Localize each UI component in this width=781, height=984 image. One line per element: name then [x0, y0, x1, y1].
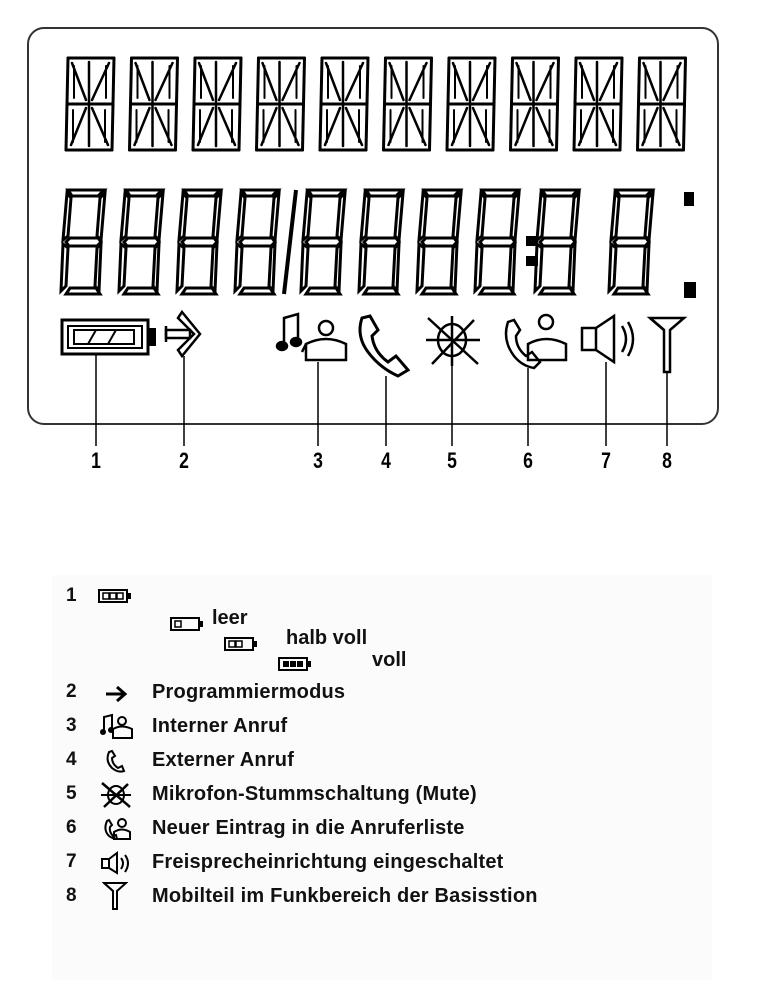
microphone-mute-icon — [100, 781, 132, 809]
legend-text-4: Externer Anruf — [152, 748, 295, 771]
dash-separator — [526, 236, 538, 246]
battery-level-half-label: halb voll — [286, 627, 368, 649]
battery-level-full-label: voll — [372, 649, 407, 671]
battery-full-icon — [278, 657, 314, 671]
legend-text-8: Mobilteil im Funkbereich der Basisstion — [152, 884, 538, 907]
legend-num-1: 1 — [66, 585, 77, 606]
legend-text-7: Freisprecheinrichtung eingeschaltet — [152, 850, 504, 873]
battery-level-empty-label: leer — [212, 607, 248, 629]
legend-num-5: 5 — [66, 783, 77, 804]
icon-legend — [52, 575, 712, 980]
callout-4: 4 — [381, 448, 391, 473]
legend-num-8: 8 — [66, 885, 77, 906]
callout-6: 6 — [523, 448, 533, 473]
lcd-display-diagram — [0, 0, 781, 480]
antenna-icon — [102, 881, 128, 911]
legend-row-4 — [52, 745, 712, 775]
programming-arrow-icon — [104, 685, 130, 703]
callout-7: 7 — [601, 448, 611, 473]
legend-num-3: 3 — [66, 715, 77, 736]
internal-call-icon — [100, 713, 134, 739]
legend-text-3: Interner Anruf — [152, 714, 288, 737]
colon-dot-upper — [684, 192, 694, 206]
legend-num-6: 6 — [66, 817, 77, 838]
legend-text-6: Neuer Eintrag in die Anruferliste — [152, 816, 465, 839]
legend-num-4: 4 — [66, 749, 77, 770]
legend-row-5 — [52, 779, 712, 809]
legend-num-2: 2 — [66, 681, 77, 702]
caller-list-icon — [102, 817, 132, 841]
callout-1: 1 — [91, 448, 101, 473]
battery-icon — [98, 589, 134, 603]
legend-row-6 — [52, 813, 712, 843]
legend-row-8 — [52, 881, 712, 911]
legend-num-7: 7 — [66, 851, 77, 872]
legend-row-2 — [52, 677, 712, 707]
legend-row-7 — [52, 847, 712, 877]
callout-5: 5 — [447, 448, 457, 473]
legend-text-2: Programmiermodus — [152, 680, 346, 703]
decimal-dot — [684, 282, 696, 298]
battery-half-icon — [224, 637, 260, 651]
speaker-icon — [100, 851, 132, 875]
battery-empty-icon — [170, 617, 206, 631]
callout-8: 8 — [662, 448, 672, 473]
legend-text-5: Mikrofon-Stummschaltung (Mute) — [152, 782, 477, 805]
dash-separator — [526, 256, 538, 266]
callout-3: 3 — [313, 448, 323, 473]
callout-2: 2 — [179, 448, 189, 473]
legend-row-3 — [52, 711, 712, 741]
handset-icon — [104, 749, 128, 773]
